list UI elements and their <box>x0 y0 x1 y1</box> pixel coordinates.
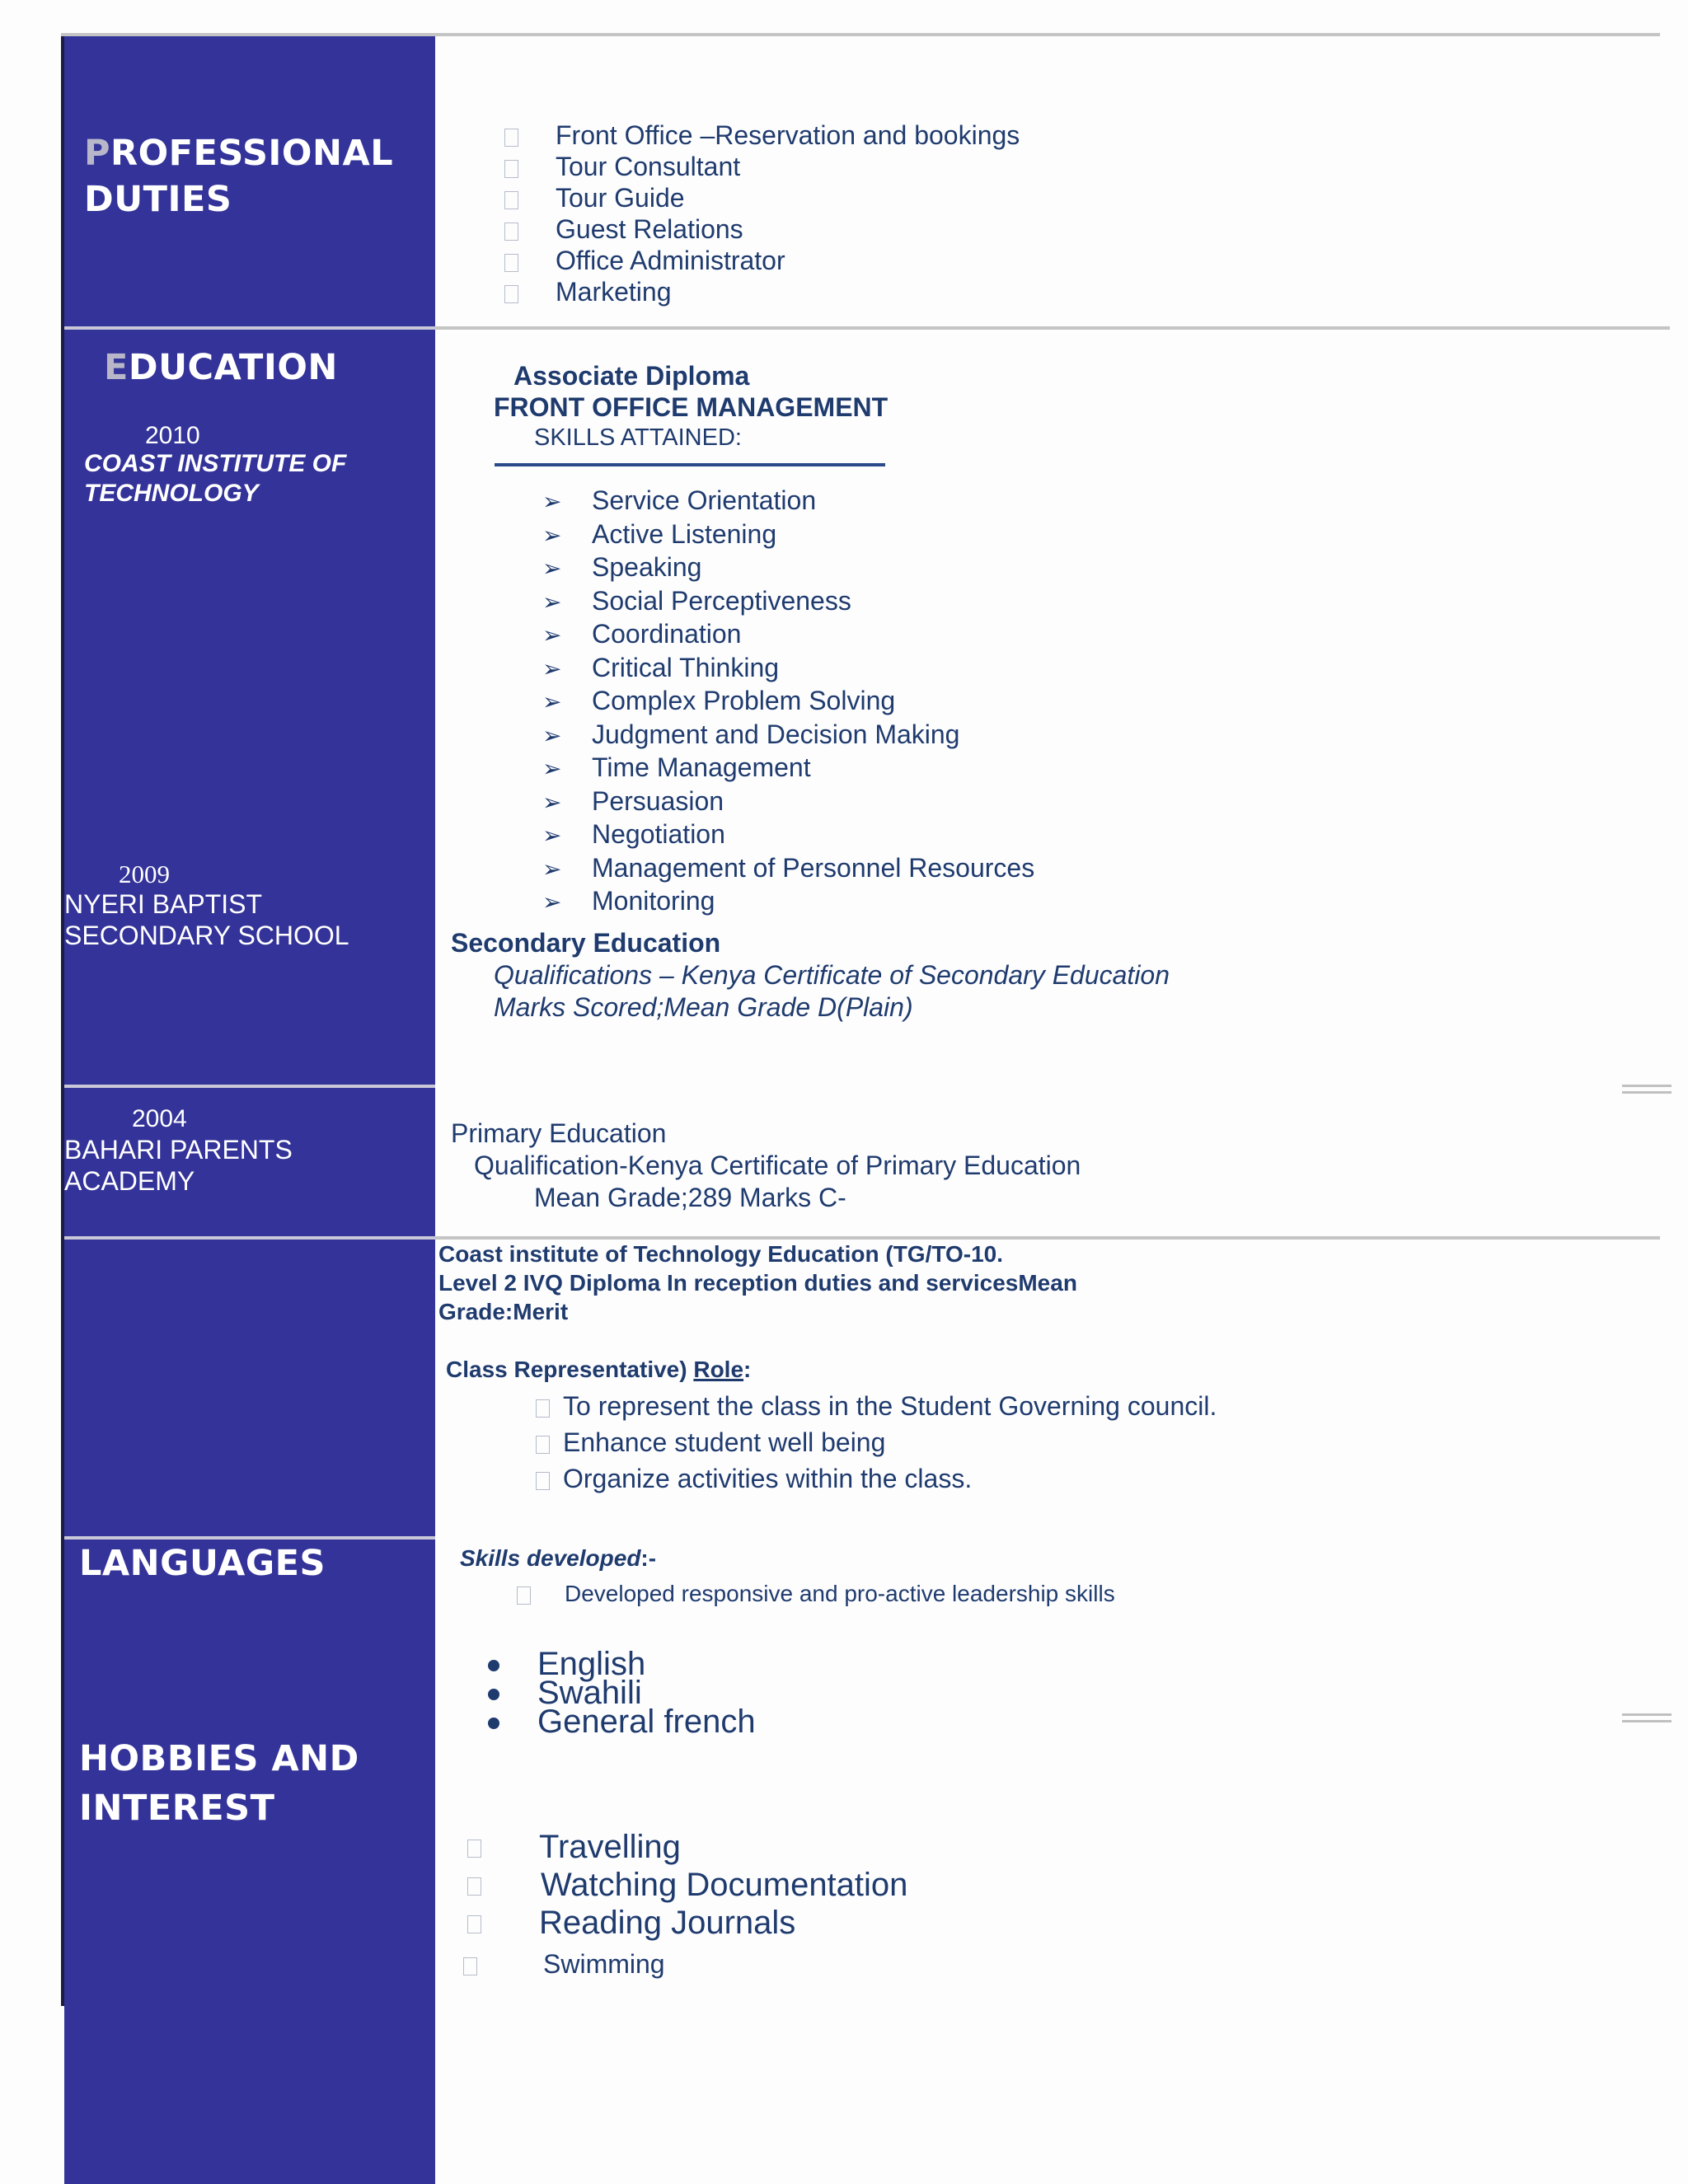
school-2009 <box>64 888 349 951</box>
arrow-bullet-icon: ➢ <box>542 689 562 715</box>
school-2004-line2: ACADEMY <box>64 1166 195 1196</box>
hobby-item-text: Watching Documentation <box>541 1867 908 1903</box>
skill-item-text: Time Management <box>592 752 811 782</box>
duty-item-text: Tour Guide <box>556 183 685 213</box>
bullet-icon <box>488 1660 499 1671</box>
duty-item-text: Marketing <box>556 277 672 307</box>
skills-list <box>542 485 1034 919</box>
duty-item <box>504 277 672 307</box>
skill-item-text: Negotiation <box>592 819 725 849</box>
skill-item-text: Coordination <box>592 619 742 649</box>
arrow-bullet-icon: ➢ <box>542 889 562 915</box>
checkbox-icon <box>517 1586 531 1605</box>
role-colon: : <box>743 1357 752 1382</box>
duty-item-text: Tour Consultant <box>556 152 741 181</box>
hobbies-heading-line1: HOBBIES AND <box>79 1738 359 1779</box>
school-2004 <box>64 1134 293 1197</box>
duties-bottom-rule <box>435 326 1670 330</box>
arrow-bullet-icon: ➢ <box>542 823 562 848</box>
professional-duties-heading <box>84 130 393 223</box>
skill-item-text: Monitoring <box>592 886 715 916</box>
primary-title: Primary Education <box>451 1118 667 1148</box>
arrow-bullet-icon: ➢ <box>542 722 562 748</box>
secondary-marks: Marks Scored;Mean Grade D(Plain) <box>494 992 913 1022</box>
hobbies-heading <box>79 1734 359 1833</box>
hobby-item <box>463 1949 665 1980</box>
school-2009-line1: NYERI BAPTIST <box>64 889 263 919</box>
language-item-text: Swahili <box>537 1675 642 1711</box>
arrow-bullet-icon: ➢ <box>542 588 562 615</box>
skill-item <box>542 551 1034 585</box>
skill-item <box>542 885 1034 919</box>
arrow-bullet-icon: ➢ <box>542 522 562 548</box>
skill-item <box>542 818 1034 852</box>
skills-developed <box>460 1545 656 1572</box>
sidebar-divider-2004 <box>64 1085 435 1088</box>
language-item-text: General french <box>537 1704 756 1740</box>
school-2010-line1: COAST INSTITUTE OF <box>84 450 347 477</box>
education-heading-rest: DUCATION <box>128 347 338 388</box>
duty-item <box>504 183 685 213</box>
skill-item <box>542 652 1034 686</box>
sidebar-divider-languages <box>64 1536 435 1540</box>
checkbox-icon <box>504 129 518 147</box>
duty-item <box>504 152 740 182</box>
duty-item <box>504 214 743 245</box>
education-heading-cap: E <box>104 347 129 388</box>
sidebar-divider-education <box>64 326 435 330</box>
checkbox-icon <box>504 191 518 209</box>
skill-item-text: Critical Thinking <box>592 652 780 682</box>
hobby-item-text: Swimming <box>543 1949 665 1979</box>
role-line <box>446 1357 751 1383</box>
skill-item <box>542 719 1034 752</box>
duty-item-text: Office Administrator <box>556 246 785 275</box>
skill-item <box>542 852 1034 886</box>
skill-item-text: Management of Personnel Resources <box>592 852 1035 883</box>
primary-bottom-rule <box>435 1236 1660 1240</box>
professional-duties-heading-line2: DUTIES <box>84 179 232 220</box>
checkbox-icon <box>536 1472 550 1490</box>
duty-item-text: Front Office –Reservation and bookings <box>556 120 1020 150</box>
duty-item-text: Guest Relations <box>556 214 743 244</box>
sidebar-divider-additional <box>64 1236 435 1240</box>
role-word: Role <box>693 1357 744 1382</box>
arrow-bullet-icon: ➢ <box>542 555 562 581</box>
skills-developed-item-text: Developed responsive and pro-active leadership skills <box>565 1581 1115 1606</box>
arrow-bullet-icon: ➢ <box>542 756 562 781</box>
school-2010-line2: TECHNOLOGY <box>84 480 259 507</box>
skill-item-text: Speaking <box>592 552 702 582</box>
year-2010: 2010 <box>145 422 200 449</box>
secondary-title: Secondary Education <box>451 928 721 958</box>
skill-item <box>542 518 1034 552</box>
checkbox-icon <box>504 254 518 272</box>
checkbox-icon <box>463 1957 477 1975</box>
skill-item-text: Social Perceptiveness <box>592 585 851 616</box>
additional-line3: Grade:Merit <box>438 1299 569 1324</box>
skill-item <box>542 685 1034 719</box>
skills-developed-item <box>517 1581 1115 1607</box>
hobby-item <box>467 1905 795 1942</box>
skill-item-text: Complex Problem Solving <box>592 686 896 715</box>
education-heading <box>104 344 338 391</box>
skill-item <box>542 785 1034 819</box>
role-item <box>536 1391 1217 1422</box>
checkbox-icon <box>536 1399 550 1418</box>
skill-item-text: Service Orientation <box>592 485 817 515</box>
duty-item <box>504 246 785 276</box>
secondary-qualification: Qualifications – Kenya Certificate of Secondary Education <box>494 960 1170 990</box>
scroll-mark <box>1622 1085 1672 1087</box>
professional-duties-heading-line1: ROFESSIONAL <box>110 133 394 174</box>
checkbox-icon <box>504 223 518 241</box>
languages-heading: LANGUAGES <box>79 1543 326 1584</box>
year-2009: 2009 <box>119 860 170 888</box>
checkbox-icon <box>467 1877 481 1896</box>
primary-grade: Mean Grade;289 Marks C- <box>534 1183 846 1212</box>
role-item-text: Enhance student well being <box>563 1427 886 1457</box>
sidebar-border <box>61 36 64 2006</box>
language-item-text: English <box>537 1646 646 1682</box>
role-item-text: Organize activities within the class. <box>563 1464 973 1493</box>
hobbies-heading-line2: INTEREST <box>79 1788 275 1829</box>
hobby-item-text: Travelling <box>539 1829 681 1865</box>
primary-qualification: Qualification-Kenya Certificate of Primary Education <box>474 1151 1081 1180</box>
checkbox-icon <box>467 1840 481 1858</box>
bullet-icon <box>488 1689 499 1700</box>
skill-item <box>542 485 1034 518</box>
school-2004-line1: BAHARI PARENTS <box>64 1135 293 1165</box>
skill-item-text: Persuasion <box>592 785 724 816</box>
checkbox-icon <box>504 285 518 303</box>
checkbox-icon <box>536 1436 550 1454</box>
language-item <box>488 1704 756 1740</box>
duty-item <box>504 120 1020 151</box>
skills-attained-label: SKILLS ATTAINED: <box>534 424 742 451</box>
arrow-bullet-icon: ➢ <box>542 489 562 514</box>
hobby-item-text: Reading Journals <box>539 1905 796 1941</box>
checkbox-icon <box>504 160 518 178</box>
scroll-mark <box>1622 1713 1672 1716</box>
diploma-title: Associate Diploma <box>513 361 750 391</box>
additional-line2: Level 2 IVQ Diploma In reception duties and servicesMean <box>438 1270 1077 1296</box>
skill-item-text: Active Listening <box>592 518 777 549</box>
skill-item <box>542 585 1034 619</box>
hobby-item <box>467 1867 907 1904</box>
bullet-icon <box>488 1718 499 1729</box>
checkbox-icon <box>467 1915 481 1933</box>
arrow-bullet-icon: ➢ <box>542 855 562 882</box>
diploma-course: FRONT OFFICE MANAGEMENT <box>494 392 889 422</box>
school-2010 <box>84 449 346 509</box>
arrow-bullet-icon: ➢ <box>542 789 562 815</box>
skills-developed-suffix: :- <box>640 1545 657 1571</box>
hobby-item <box>467 1829 681 1866</box>
role-item-text: To represent the class in the Student Governing council. <box>563 1391 1217 1421</box>
role-item <box>536 1464 972 1494</box>
skill-item-text: Judgment and Decision Making <box>592 719 960 749</box>
skills-underline <box>495 463 885 466</box>
year-2004: 2004 <box>132 1105 187 1132</box>
professional-duties-heading-cap: P <box>84 133 111 174</box>
school-2009-line2: SECONDARY SCHOOL <box>64 921 349 950</box>
additional-line1: Coast institute of Technology Education (TG/TO-10. <box>438 1241 1003 1267</box>
scroll-mark <box>1622 1091 1672 1094</box>
role-prefix: Class Representative) <box>446 1357 694 1382</box>
skill-item <box>542 618 1034 652</box>
skill-item <box>542 752 1034 785</box>
arrow-bullet-icon: ➢ <box>542 655 562 682</box>
arrow-bullet-icon: ➢ <box>542 622 562 648</box>
scroll-mark <box>1622 1720 1672 1722</box>
role-item <box>536 1427 885 1458</box>
skills-developed-label: Skills developed <box>460 1545 641 1571</box>
